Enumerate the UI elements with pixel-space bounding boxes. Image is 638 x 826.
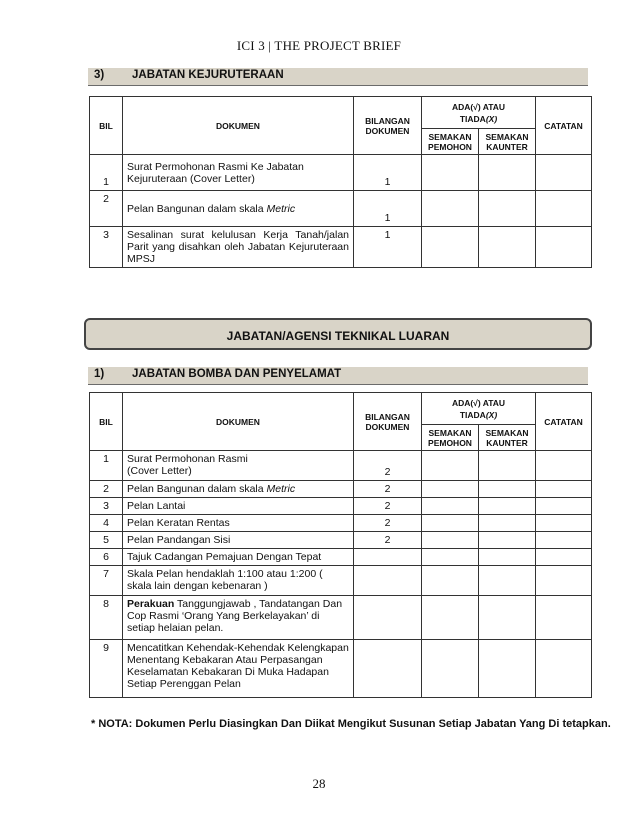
check-pemohon[interactable]	[422, 515, 479, 532]
header-ada-tiada	[422, 97, 536, 129]
table-row	[90, 549, 592, 566]
document-table-kejuruteraan	[89, 96, 592, 268]
check-kaunter[interactable]	[479, 549, 536, 566]
row-bilangan: 2	[354, 481, 422, 498]
row-dokumen-text: Pelan Bangunan dalam skala	[127, 202, 267, 215]
table-row	[90, 451, 592, 481]
header-tiada-mark: (X)	[485, 113, 498, 124]
row-dokumen	[123, 451, 354, 481]
row-bilangan: 1	[354, 191, 422, 227]
row-bil: 1	[90, 451, 123, 481]
row-bil: 7	[90, 566, 123, 596]
row-dokumen-italic: Metric	[266, 202, 296, 215]
table-row	[90, 191, 592, 227]
check-pemohon[interactable]	[422, 549, 479, 566]
row-bilangan	[354, 566, 422, 596]
check-pemohon[interactable]	[422, 481, 479, 498]
row-dokumen-line2: (Cover Letter)	[127, 465, 192, 477]
header-ada-tiada	[422, 393, 536, 425]
row-dokumen: Pelan Pandangan Sisi	[123, 532, 354, 549]
page-header: ICI 3 | THE PROJECT BRIEF	[236, 38, 402, 53]
catatan-cell[interactable]	[536, 640, 592, 698]
row-dokumen: Sesalinan surat kelulusan Kerja Tanah/jalan Parit yang disahkan oleh Jabatan Kejuruteraan MPSJ	[123, 227, 354, 268]
catatan-cell[interactable]	[536, 566, 592, 596]
catatan-cell[interactable]	[536, 481, 592, 498]
row-bilangan: 2	[354, 532, 422, 549]
section-bar-bomba	[88, 367, 588, 385]
check-kaunter[interactable]	[479, 640, 536, 698]
check-kaunter[interactable]	[479, 596, 536, 640]
nota-footnote: * NOTA: Dokumen Perlu Diasingkan Dan Diikat Mengikut Susunan Setiap Jabatan Yang Di tetapkan.	[91, 718, 611, 730]
catatan-cell[interactable]	[536, 498, 592, 515]
row-dokumen-text: Pelan Bangunan dalam skala	[127, 483, 267, 495]
row-bilangan	[354, 640, 422, 698]
row-bilangan: 1	[354, 227, 422, 268]
header-bilangan: BILANGAN DOKUMEN	[354, 97, 422, 155]
section-number: 3)	[94, 69, 105, 81]
catatan-cell[interactable]	[536, 549, 592, 566]
check-kaunter[interactable]	[479, 451, 536, 481]
row-bil: 1	[90, 155, 123, 191]
table-row	[90, 481, 592, 498]
header-semakan-pemohon: SEMAKAN PEMOHON	[422, 425, 479, 451]
table-row	[90, 596, 592, 640]
catatan-cell[interactable]	[536, 155, 592, 191]
row-dokumen	[123, 596, 354, 640]
catatan-cell[interactable]	[536, 227, 592, 268]
row-bilangan	[354, 549, 422, 566]
row-dokumen: Pelan Lantai	[123, 498, 354, 515]
row-dokumen: Pelan Keratan Rentas	[123, 515, 354, 532]
row-bilangan: 2	[354, 515, 422, 532]
row-bil: 6	[90, 549, 123, 566]
row-bil: 3	[90, 227, 123, 268]
header-semakan-pemohon: SEMAKAN PEMOHON	[422, 129, 479, 155]
check-pemohon[interactable]	[422, 451, 479, 481]
section-bar-kejuruteraan	[88, 68, 588, 86]
check-kaunter[interactable]	[479, 155, 536, 191]
header-dokumen: DOKUMEN	[123, 97, 354, 155]
header-tiada: TIADA	[459, 409, 486, 420]
banner-agensi-teknikal: JABATAN/AGENSI TEKNIKAL LUARAN	[84, 318, 592, 350]
row-bilangan	[354, 596, 422, 640]
table-row	[90, 515, 592, 532]
catatan-cell[interactable]	[536, 515, 592, 532]
header-catatan: CATATAN	[536, 393, 592, 451]
catatan-cell[interactable]	[536, 451, 592, 481]
check-pemohon[interactable]	[422, 596, 479, 640]
row-bil: 4	[90, 515, 123, 532]
row-dokumen-text: Tanggungjawab , Tandatangan Dan Cop Rasmi ‘Orang Yang Berkelayakan’ di setiap helaian pelan.	[127, 598, 343, 634]
row-dokumen-italic: Metric	[266, 483, 296, 495]
header-bil: BIL	[90, 97, 123, 155]
table-row	[90, 227, 592, 268]
check-kaunter[interactable]	[479, 481, 536, 498]
table-row	[90, 155, 592, 191]
check-pemohon[interactable]	[422, 155, 479, 191]
row-dokumen: Mencatitkan Kehendak-Kehendak Kelengkapan Menentang Kebakaran Atau Perpasangan Keselamatan Kebakaran Di Muka Hadapan Setiap Perenggan Pelan	[123, 640, 354, 698]
table-row	[90, 498, 592, 515]
row-dokumen	[123, 481, 354, 498]
check-pemohon[interactable]	[422, 498, 479, 515]
row-dokumen-bold: Perakuan	[127, 598, 175, 610]
document-table-bomba	[89, 392, 592, 698]
check-pemohon[interactable]	[422, 640, 479, 698]
row-bil: 2	[90, 481, 123, 498]
row-bil: 5	[90, 532, 123, 549]
check-pemohon[interactable]	[422, 227, 479, 268]
header-ada: ADA(√) ATAU	[451, 397, 506, 408]
catatan-cell[interactable]	[536, 191, 592, 227]
header-bilangan: BILANGAN DOKUMEN	[354, 393, 422, 451]
row-bil: 3	[90, 498, 123, 515]
row-bilangan: 1	[354, 155, 422, 191]
table-row	[90, 640, 592, 698]
page-number: 28	[312, 776, 326, 791]
row-dokumen	[123, 191, 354, 227]
row-bilangan: 2	[354, 451, 422, 481]
header-tiada: TIADA	[459, 113, 486, 124]
header-semakan-kaunter: SEMAKAN KAUNTER	[479, 129, 536, 155]
section-title: JABATAN KEJURUTERAAN	[132, 69, 284, 81]
check-kaunter[interactable]	[479, 227, 536, 268]
check-kaunter[interactable]	[479, 566, 536, 596]
header-semakan-kaunter: SEMAKAN KAUNTER	[479, 425, 536, 451]
check-pemohon[interactable]	[422, 191, 479, 227]
check-kaunter[interactable]	[479, 532, 536, 549]
row-bilangan: 2	[354, 498, 422, 515]
check-kaunter[interactable]	[479, 515, 536, 532]
header-bil: BIL	[90, 393, 123, 451]
section-number: 1)	[94, 368, 105, 380]
row-bil: 2	[90, 191, 123, 227]
header-tiada-mark: (X)	[485, 409, 498, 420]
row-bil: 9	[90, 640, 123, 698]
table-row	[90, 532, 592, 549]
check-pemohon[interactable]	[422, 532, 479, 549]
row-bil: 8	[90, 596, 123, 640]
row-dokumen: Surat Permohonan Rasmi Ke Jabatan Kejuruteraan (Cover Letter)	[123, 155, 354, 191]
header-catatan: CATATAN	[536, 97, 592, 155]
table-row	[90, 566, 592, 596]
catatan-cell[interactable]	[536, 532, 592, 549]
row-dokumen: Skala Pelan hendaklah 1:100 atau 1:200 ( skala lain dengan kebenaran )	[123, 566, 354, 596]
row-dokumen-line1: Surat Permohonan Rasmi	[127, 453, 248, 465]
check-kaunter[interactable]	[479, 498, 536, 515]
header-dokumen: DOKUMEN	[123, 393, 354, 451]
header-ada: ADA(√) ATAU	[451, 101, 506, 112]
catatan-cell[interactable]	[536, 596, 592, 640]
check-kaunter[interactable]	[479, 191, 536, 227]
section-title: JABATAN BOMBA DAN PENYELAMAT	[132, 368, 342, 380]
row-dokumen: Tajuk Cadangan Pemajuan Dengan Tepat	[123, 549, 354, 566]
check-pemohon[interactable]	[422, 566, 479, 596]
